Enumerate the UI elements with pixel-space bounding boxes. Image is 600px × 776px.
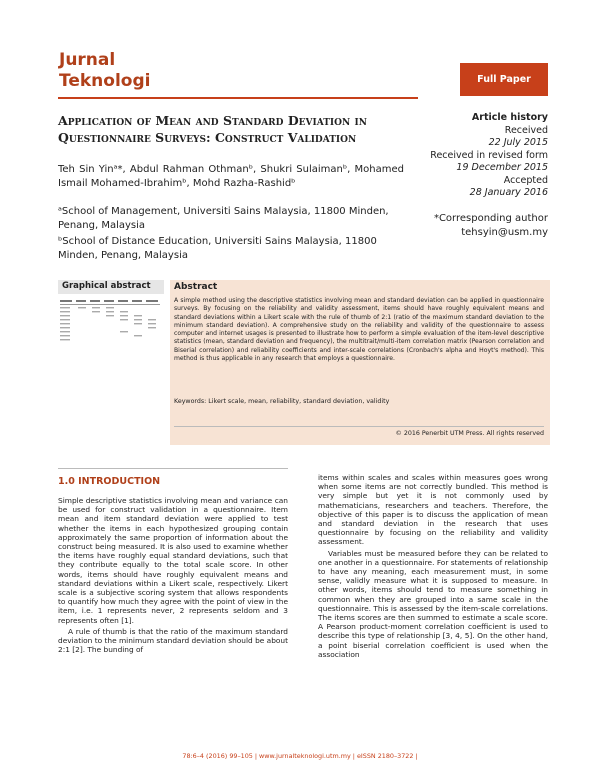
body-column-right	[318, 473, 548, 661]
copyright: © 2016 Penerbit UTM Press. All rights reserved	[395, 430, 544, 437]
accepted-date: 28 January 2016	[469, 187, 548, 198]
footer-citation: 78:6–4 (2016) 99–105 | www.jurnalteknologi.utm.my | eISSN 2180–3722 |	[182, 752, 418, 760]
received-label: Received	[504, 124, 548, 136]
journal-name	[59, 50, 150, 92]
paragraph: A rule of thumb is that the ratio of the maximum standard deviation to the minimum standard deviation should be about 2:1 [2]. The bunding of	[58, 626, 288, 655]
affiliation-b: ᵇSchool of Distance Education, Universiti Sains Malaysia, 11800 Minden, Penang, Malaysia	[58, 236, 377, 261]
header-rule	[58, 97, 418, 99]
graphical-abstract-table-image	[58, 298, 164, 346]
paragraph: items within scales and scales within measures goes wrong when some items are not correctly bundled. This method is very simple but yet it is not commonly used by mathematicians, researchers and teachers. Therefore, the objective of this paper is to discuss the application of mean and standard deviation in the research that uses questionnaire by focusing on the reliability and validity assessment.	[318, 473, 548, 547]
revised-label: Received in revised form	[430, 149, 548, 161]
keywords: Keywords: Likert scale, mean, reliability, standard deviation, validity	[174, 398, 390, 405]
affiliations	[58, 205, 404, 265]
abstract-divider	[174, 426, 544, 427]
revised-date: 19 December 2015	[456, 162, 548, 173]
abstract-text: A simple method using the descriptive statistics involving mean and standard deviation can be applied in questionnaire surveys. By focusing on the reliability and validity assessment, items should have roughly equivalent means and standard deviations within a Likert scale with the rule of thumb of 2:1 (ratio of the maximum standard deviation to the minimum standard deviation). A comprehensive study on the reliability and validity of the questionnaire to assess computer and internet usages is presented to illustrate how to perform a simple evaluation of the item-level descriptive statistics (mean, standard deviation and frequency), the multitrait/multi-item correlation matrix (Pearson correlation and Biserial correlation) and reliability coefficients and inter-scale correlations (Cronbach's alpha and Hoyt's method). This method is thus applicable in any research that employs a questionnaire.	[174, 297, 544, 363]
article-history	[420, 112, 548, 200]
full-paper-badge: Full Paper	[460, 63, 548, 96]
received-date: 22 July 2015	[488, 137, 548, 148]
accepted-label: Accepted	[503, 174, 548, 186]
introduction-heading: 1.0 INTRODUCTION	[58, 476, 161, 487]
paragraph: Variables must be measured before they can be related to one another in a questionnaire. For statements of relationship to have any meaning, each measurement must, in some sense, validly measure what it is supposed to measure. In other words, items should tend to measure something in common when they are grouped into a same scale in the questionnaire. This is assessed by the item-scale correlations. The items scores are then summed to estimate a scale score. A Pearson product-moment correlation coefficient is used to describe this type of relationship [3, 4, 5]. On the other hand, a point biserial correlation coefficient is used when the association	[318, 548, 548, 659]
graphical-abstract-heading: Graphical abstract	[58, 280, 164, 294]
author-list: Teh Sin Yinᵃ*, Abdul Rahman Othmanᵇ, Shukri Sulaimanᵇ, Mohamed Ismail Mohamed-Ibrahimᵇ, Mohd Razha-Rashidᵇ	[58, 164, 404, 189]
body-column-left	[58, 496, 288, 656]
section-divider	[58, 468, 288, 469]
paragraph: Simple descriptive statistics involving mean and variance can be used for construct validation in a questionnaire. Item mean and item standard deviation were applied to test whether the items in each hypothesized grouping contain approximately the same proportion of information about the construct being measured. It is also used to examine whether the items have roughly equal standard deviations, such that they contribute equally to the total scale score. In other words, items should have roughly equivalent means and standard deviations within a Likert scale, respectively. Likert scale is a subjective scoring system that allows respondents to quantify how much they agree with the point of view in the item, i.e. 1 represents never, 2 represents seldom and 3 represents often [1].	[58, 496, 288, 625]
journal-name-line2: Teknologi	[59, 71, 151, 91]
corresponding-email[interactable]: tehsyin@usm.my	[461, 227, 548, 238]
history-heading: Article history	[471, 112, 548, 123]
article-title: Application of Mean and Standard Deviation in Questionnaire Surveys: Construct Validation	[58, 113, 367, 145]
corresponding-author	[420, 212, 548, 240]
affiliation-a: ᵃSchool of Management, Universiti Sains Malaysia, 11800 Minden, Penang, Malaysia	[58, 206, 389, 231]
abstract-heading: Abstract	[174, 282, 218, 292]
corresponding-label: *Corresponding author	[433, 213, 548, 224]
journal-name-line1: Jurnal	[59, 50, 116, 70]
